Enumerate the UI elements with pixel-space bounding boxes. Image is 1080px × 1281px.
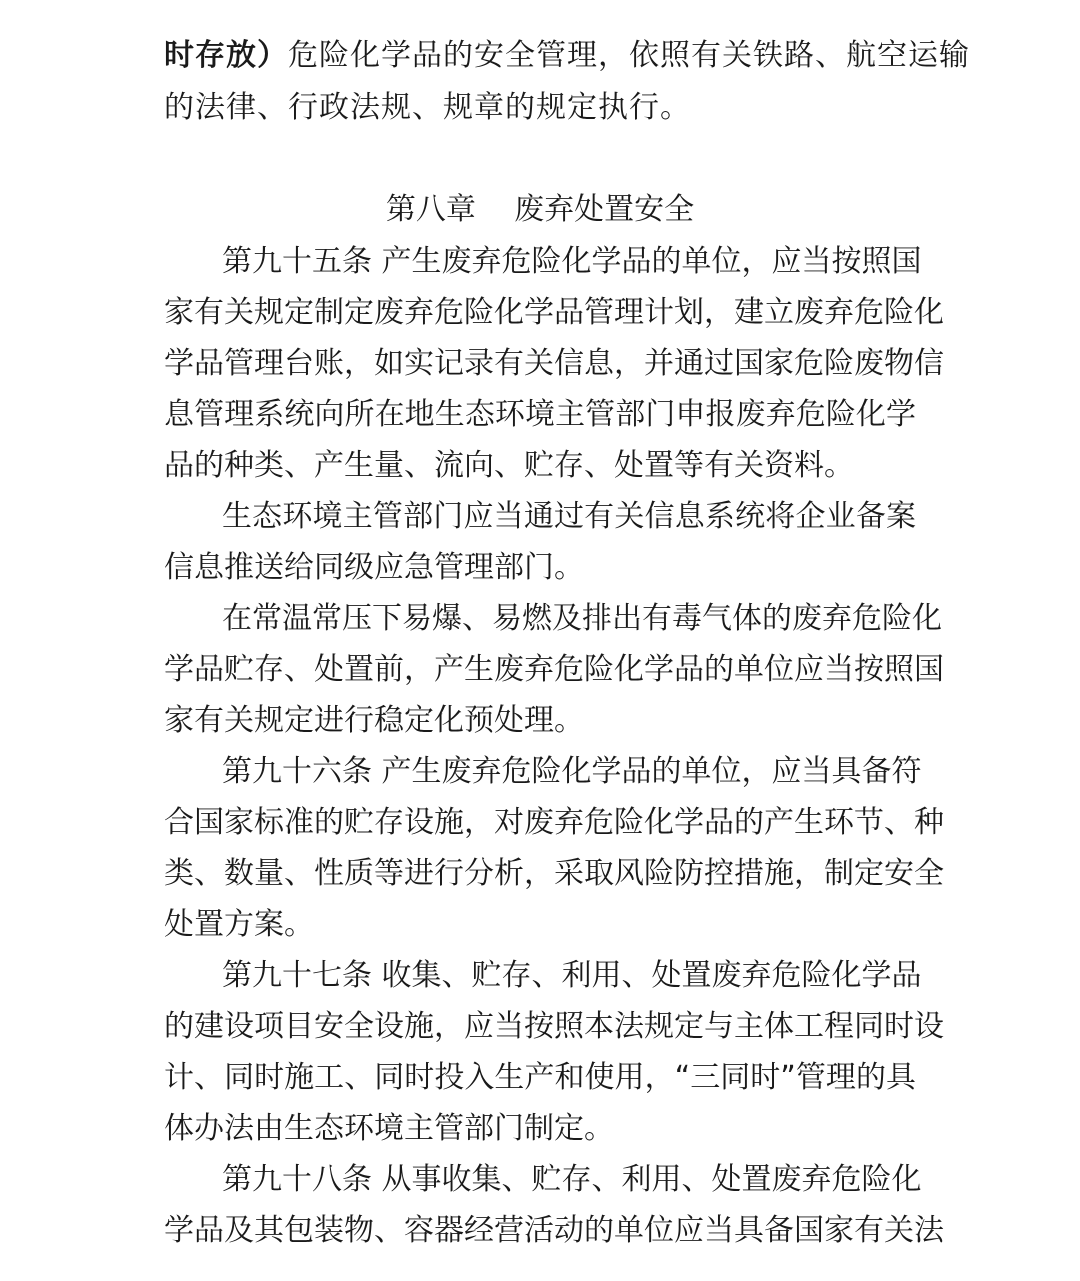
article97-line-1: 第九十七条 收集、贮存、利用、处置废弃危险化学品	[222, 958, 922, 993]
article96-line-3: 类、数量、性质等进行分析，采取风险防控措施，制定安全	[164, 856, 944, 891]
article95-line-2: 家有关规定制定废弃危险化学品管理计划，建立废弃危险化	[164, 295, 944, 330]
article95-p3-line-3: 家有关规定进行稳定化预处理。	[164, 703, 584, 738]
article97-line-2: 的建设项目安全设施，应当按照本法规定与主体工程同时设	[164, 1009, 944, 1044]
article97-line-3: 计、同时施工、同时投入生产和使用，“三同时”管理的具	[164, 1060, 916, 1095]
article96-line-1: 第九十六条 产生废弃危险化学品的单位，应当具备符	[222, 754, 922, 789]
article95-line-1: 第九十五条 产生废弃危险化学品的单位，应当按照国	[222, 244, 922, 279]
top-line-1-rest: 危险化学品的安全管理，依照有关铁路、航空运输	[288, 38, 970, 73]
chapter-title: 第八章 废弃处置安全	[385, 192, 695, 227]
article95-p2-line-1: 生态环境主管部门应当通过有关信息系统将企业备案	[222, 499, 916, 534]
article95-p3-line-2: 学品贮存、处置前，产生废弃危险化学品的单位应当按照国	[164, 652, 944, 687]
article97-line-4: 体办法由生态环境主管部门制定。	[164, 1111, 614, 1146]
top-line-1	[164, 30, 970, 82]
article98-line-1: 第九十八条 从事收集、贮存、利用、处置废弃危险化	[222, 1162, 922, 1197]
article95-line-3: 学品管理台账，如实记录有关信息，并通过国家危险废物信	[164, 346, 944, 381]
top-line-1-bold: 时存放）	[164, 38, 288, 73]
article95-line-5: 品的种类、产生量、流向、贮存、处置等有关资料。	[164, 448, 854, 483]
article96-line-2: 合国家标准的贮存设施，对废弃危险化学品的产生环节、种	[164, 805, 944, 840]
article95-p3-line-1: 在常温常压下易爆、易燃及排出有毒气体的废弃危险化	[222, 601, 942, 636]
article96-line-4: 处置方案。	[164, 907, 314, 942]
article95-line-4: 息管理系统向所在地生态环境主管部门申报废弃危险化学	[164, 397, 916, 432]
article95-p2-line-2: 信息推送给同级应急管理部门。	[164, 550, 584, 585]
article98-line-2: 学品及其包装物、容器经营活动的单位应当具备国家有关法	[164, 1213, 944, 1248]
top-line-2: 的法律、行政法规、规章的规定执行。	[164, 90, 691, 125]
